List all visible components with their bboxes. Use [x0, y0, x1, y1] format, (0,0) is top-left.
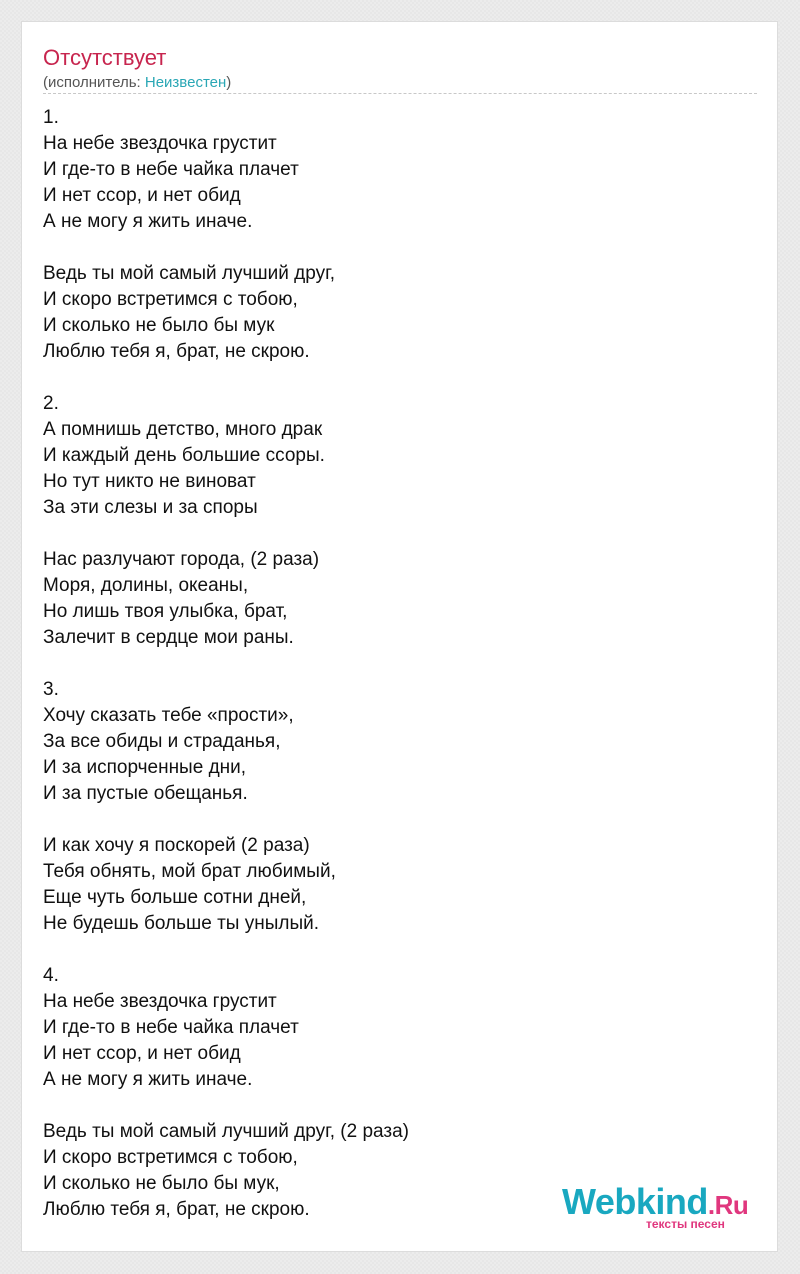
lyrics-text: 1. На небе звездочка грустит И где-то в небе чайка плачет И нет ссор, и нет обид А не могу я жить иначе. Ведь ты мой самый лучший друг, И скоро встретимся с тобою, И сколько не было бы мук Люблю тебя я, брат, не скрою. 2. А помнишь детство, много драк И каждый день большие ссоры. Но тут никто не виноват За эти слезы и за споры Нас разлучают города, (2 раза) Моря, долины, океаны, Но лишь твоя улыбка, брат, Залечит в сердце мои раны. 3. Хочу сказать тебе «прости», За все обиды и страданья, И за испорченные дни, И за пустые обещанья. И как хочу я поскорей (2 раза) Тебя обнять, мой брат любимый, Еще чуть больше сотни дней, Не будешь больше ты унылый. 4. На небе звездочка грустит И где-то в небе чайка плачет И нет ссор, и нет обид А не могу я жить иначе. Ведь ты мой самый лучший друг, (2 раза) И скоро встретимся с тобою, И сколько не было бы мук, Люблю тебя я, брат, не скрою. — [43, 107, 409, 1220]
artist-link[interactable]: Неизвестен — [144, 74, 227, 91]
artist-line — [43, 73, 231, 93]
artist-suffix: ) — [226, 74, 232, 91]
logo-tagline: тексты песен — [646, 1217, 725, 1231]
logo-tld: .Ru — [707, 1190, 749, 1220]
song-title: Отсутствует — [43, 45, 167, 70]
artist-prefix: (исполнитель: — [43, 74, 145, 91]
logo-word: Webkind — [562, 1181, 708, 1222]
lyrics-card — [21, 21, 778, 1252]
site-logo[interactable] — [562, 1182, 752, 1232]
divider — [43, 93, 757, 94]
